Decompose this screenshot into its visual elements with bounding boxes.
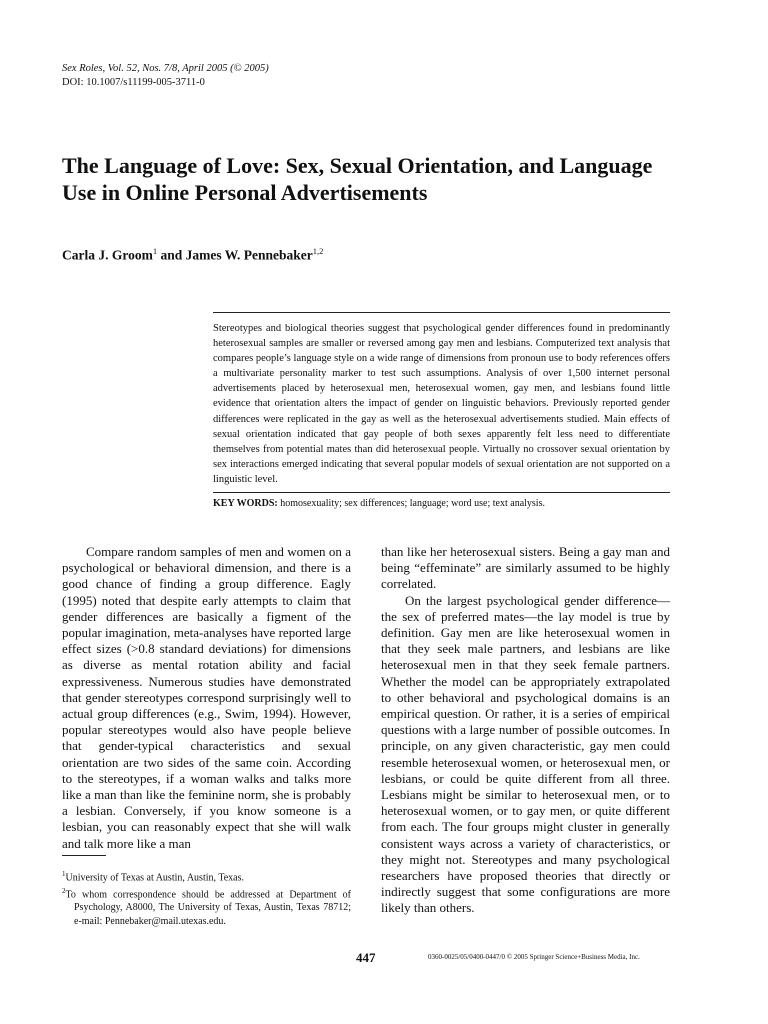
footnote-text: University of Texas at Austin, Austin, Texas.	[65, 872, 244, 884]
footnote	[62, 885, 351, 928]
body-paragraph: On the largest psychological gender difference—the sex of preferred mates—the lay model is true by definition. Gay men are like heterosexual women in that they seek male partners, and lesbians are like heterosexual men in that they seek female partners. Whether the model can be appropriately extrapolated to other behavioral and psychological domains is an empirical question. Or rather, it is a series of empirical questions with a large number of possible outcomes. In principle, on any given characteristic, gay men could resemble heterosexual women, or heterosexual men, or lesbians, or could be quite different from all three. Lesbians might be similar to heterosexual men, or to heterosexual women, or to gay men, or quite different from each. The four groups might cluster in generally consistent ways across a variety of characteristics, or they might not. Stereotypes and many psychological researchers have proposed theories that directly or indirectly suggest that some configurations are more likely than others.	[381, 592, 670, 916]
author-line	[62, 246, 323, 264]
abstract-box	[213, 312, 670, 509]
author-conjunction: and	[157, 247, 186, 263]
footnote	[62, 868, 351, 885]
footnote-marker: 1	[62, 870, 66, 878]
keywords-list: homosexuality; sex differences; language; word use; text analysis.	[277, 498, 545, 510]
author-name: Carla J. Groom	[62, 247, 153, 263]
keywords-label: KEY WORDS:	[213, 498, 278, 510]
article-title: The Language of Love: Sex, Sexual Orientation, and Language Use in Online Personal Advertisements	[62, 153, 653, 205]
keywords	[213, 498, 670, 509]
footnote-text: To whom correspondence should be addressed at Department of Psychology, A8000, The University of Texas, Austin, Texas 78712; e-mail: Pennebaker@mail.utexas.edu.	[65, 888, 351, 927]
body-paragraph: Compare random samples of men and women on a psychological or behavioral dimension, and there is a good chance of finding a group difference. Eagly (1995) noted that despite early attempts to claim that gender differences are basically a figment of the popular imagination, meta-analyses have reported large effect sizes (>0.8 standard deviations) for dimensions as diverse as mental rotation ability and facial expressiveness. Numerous studies have demonstrated that gender stereotypes correspond surprisingly well to actual group differences (e.g., Swim, 1994). However, popular stereotypes would also have people believe that gender-typical characteristics and sexual orientation are two sides of the same coin. According to the stereotypes, if a woman walks and talks more like a man than like the feminine norm, she is probably a lesbian. Conversely, if you know someone is a lesbian, you can reasonably expect that she will walk and talk more like a man	[62, 544, 351, 851]
abstract-text: Stereotypes and biological theories suggest that psychological gender differences found in predominantly heterosexual samples are smaller or reversed among gay men and lesbians. Computerized text analysis that compares people’s language style on a wide range of dimensions from pronoun use to body references offers a multivariate personality marker to test such assumptions. Analysis of over 1,500 internet personal advertisements placed by heterosexual men, heterosexual women, gay men, and lesbians found little evidence that orientation alters the impact of gender on linguistic behaviors. Previously reported gender differences were replicated in the gay as well as the heterosexual advertisements studied. Main effects of sexual orientation indicated that gay people of both sexes apparently felt less need to differentiate themselves from potential mates than did heterosexual people. Virtually no crossover sexual orientation by sex interactions emerged indicating that several popular models of sexual orientation are not supported on a linguistic level.	[213, 323, 670, 485]
footnote-divider	[62, 855, 106, 856]
body-column-right	[381, 544, 670, 917]
affiliation-marker: 1,2	[312, 246, 324, 256]
doi: DOI: 10.1007/s11199-005-3711-0	[62, 77, 205, 88]
body-column-left	[62, 544, 351, 852]
abstract-divider	[213, 492, 670, 493]
journal-header	[62, 62, 269, 90]
journal-citation: Sex Roles, Vol. 52, Nos. 7/8, April 2005 (© 2005)	[62, 63, 269, 74]
affiliation-marker: 1	[152, 246, 158, 256]
body-paragraph: than like her heterosexual sisters. Being a gay man and being “effeminate” are similarly assumed to be highly correlated.	[381, 544, 670, 592]
copyright-line: 0360-0025/05/0400-0447/0 © 2005 Springer Science+Business Media, Inc.	[428, 953, 640, 961]
page-number: 447	[356, 950, 376, 965]
author-name: James W. Pennebaker	[185, 247, 313, 263]
footnote-marker: 2	[62, 886, 66, 895]
footnotes	[62, 868, 351, 928]
